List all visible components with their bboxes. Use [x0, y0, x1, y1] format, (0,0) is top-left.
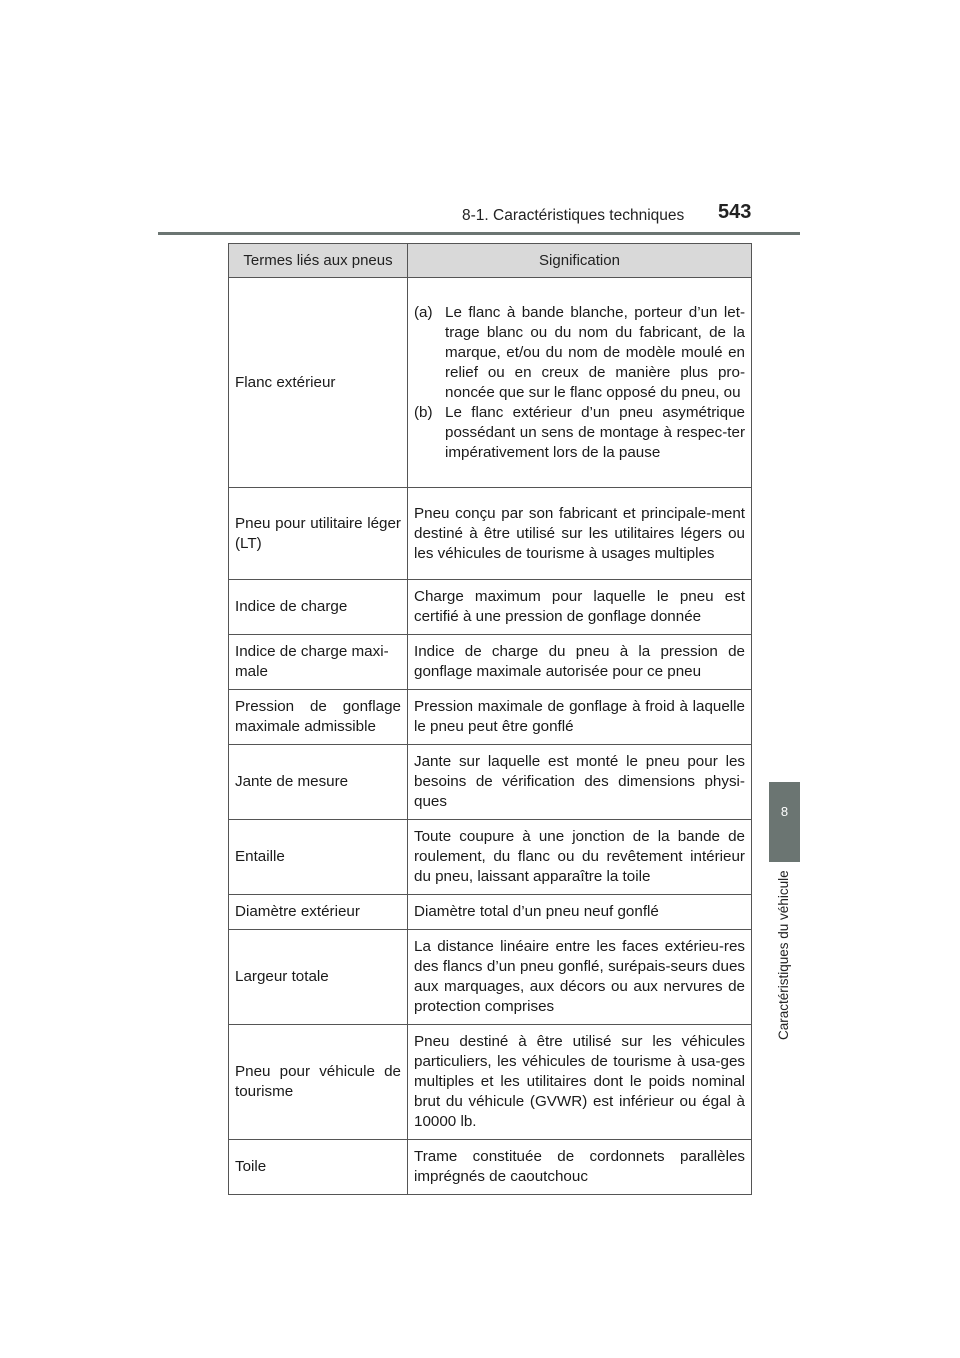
table-row [229, 745, 752, 820]
chapter-tab [769, 782, 800, 862]
meaning-cell: Pneu destiné à être utilisé sur les véhicules particuliers, les véhicules de tourisme à usa-ges multiples et les utilitaires dont le poids nominal brut du véhicule (GVWR) est inférieur ou égal à 10000 lb. [408, 1025, 752, 1140]
meaning-cell: Indice de charge du pneu à la pression de gonflage maximale autorisée pour ce pneu [408, 635, 752, 690]
table-row [229, 635, 752, 690]
chapter-number: 8 [780, 804, 789, 819]
list-marker: (a) [414, 303, 433, 321]
table-row [229, 1025, 752, 1140]
header-rule [158, 232, 800, 235]
term-cell: Flanc extérieur [229, 278, 408, 488]
list-item [414, 303, 745, 403]
meaning-cell [408, 278, 752, 488]
meaning-cell: Pneu conçu par son fabricant et principale-ment destiné à être utilisé sur les utilitaires légers ou les véhicules de tourisme à usages multiples [408, 488, 752, 580]
column-header-meaning: Signification [408, 244, 752, 278]
meaning-sub-list [414, 303, 745, 463]
meaning-cell: Diamètre total d’un pneu neuf gonflé [408, 895, 752, 930]
term-cell: Largeur totale [229, 930, 408, 1025]
page-number: 543 [718, 201, 752, 223]
term-cell: Jante de mesure [229, 745, 408, 820]
table-row [229, 278, 752, 488]
meaning-cell: Trame constituée de cordonnets parallèles imprégnés de caoutchouc [408, 1140, 752, 1195]
section-title: 8-1. Caractéristiques techniques [462, 207, 685, 224]
meaning-cell: Toute coupure à une jonction de la bande de roulement, du flanc ou du revêtement intérieur du pneu, laissant apparaître la toile [408, 820, 752, 895]
list-marker: (b) [414, 403, 433, 421]
term-cell: Indice de charge maxi-male [229, 635, 408, 690]
table-row [229, 690, 752, 745]
term-cell: Indice de charge [229, 580, 408, 635]
column-header-term: Termes liés aux pneus [229, 244, 408, 278]
table-row [229, 820, 752, 895]
term-cell: Pneu pour véhicule de tourisme [229, 1025, 408, 1140]
table-row [229, 580, 752, 635]
meaning-cell: Jante sur laquelle est monté le pneu pour les besoins de vérification des dimensions physi-ques [408, 745, 752, 820]
table-row [229, 488, 752, 580]
list-item [414, 403, 745, 463]
list-item-text: Le flanc à bande blanche, porteur d’un let-trage blanc ou du nom du fabricant, de la marque, et/ou du nom de modèle moulé en relief ou en creux de manière plus pro-noncée que sur le flanc opposé du pneu, ou [445, 303, 745, 401]
table-row [229, 930, 752, 1025]
chapter-side-label: Caractéristiques du véhicule [776, 870, 791, 1040]
meaning-cell: Pression maximale de gonflage à froid à laquelle le pneu peut être gonflé [408, 690, 752, 745]
list-item-text: Le flanc extérieur d’un pneu asymétrique possédant un sens de montage à respec-ter impérativement lors de la pause [445, 403, 745, 461]
term-cell: Toile [229, 1140, 408, 1195]
tire-terms-table [228, 243, 752, 1195]
term-cell: Entaille [229, 820, 408, 895]
term-cell: Diamètre extérieur [229, 895, 408, 930]
meaning-cell: Charge maximum pour laquelle le pneu est certifié à une pression de gonflage donnée [408, 580, 752, 635]
term-cell: Pression de gonflage maximale admissible [229, 690, 408, 745]
table-header-row [229, 244, 752, 278]
meaning-cell: La distance linéaire entre les faces extérieu-res des flancs d’un pneu gonflé, surépais-seurs dues aux marquages, aux décors ou aux nervures de protection comprises [408, 930, 752, 1025]
page-header [0, 0, 960, 240]
term-cell: Pneu pour utilitaire léger (LT) [229, 488, 408, 580]
table-row [229, 895, 752, 930]
table-row [229, 1140, 752, 1195]
